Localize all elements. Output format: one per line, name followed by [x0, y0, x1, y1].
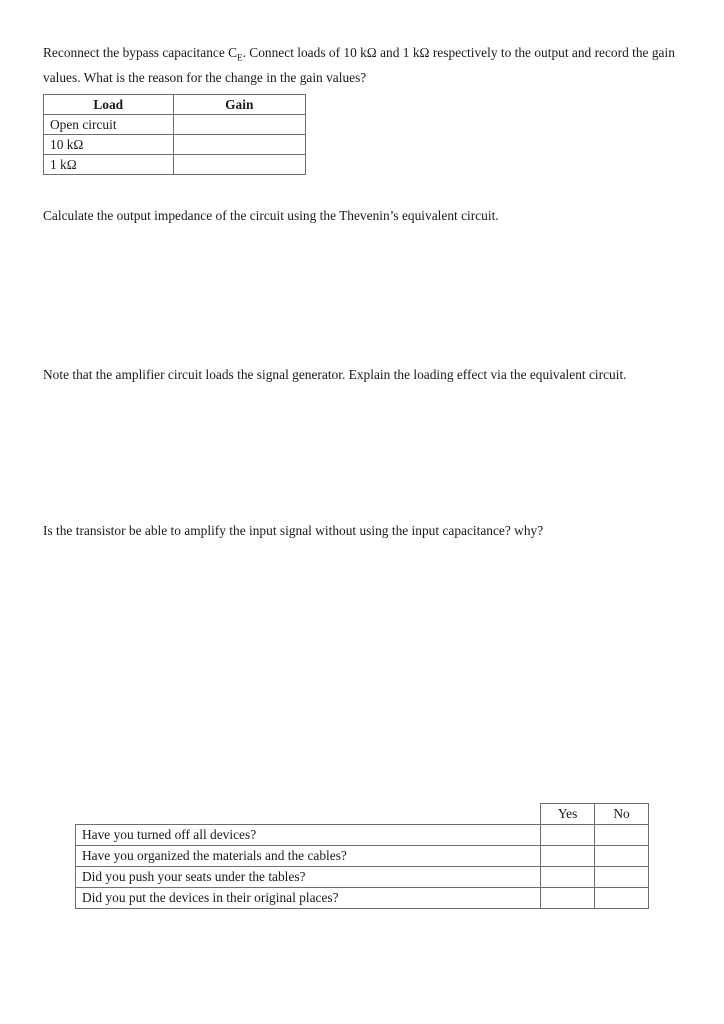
table-row	[44, 155, 306, 175]
load-column-header: Load	[44, 95, 174, 115]
checklist-header-row	[76, 804, 649, 825]
checklist-question: Did you put the devices in their original places?	[76, 888, 541, 909]
input-capacitance-question: Is the transistor be able to amplify the input signal without using the input capacitance? why?	[43, 523, 544, 538]
checklist-row	[76, 846, 649, 867]
table-row	[44, 135, 306, 155]
lab-checklist-table	[75, 803, 649, 909]
checklist-question: Have you organized the materials and the cables?	[76, 846, 541, 867]
checklist-row	[76, 867, 649, 888]
yes-cell	[541, 888, 595, 909]
table-row	[44, 115, 306, 135]
gain-column-header: Gain	[173, 95, 305, 115]
capacitance-subscript: E	[237, 52, 243, 63]
gain-cell	[173, 115, 305, 135]
instruction-text-end: . Connect loads of 10 kΩ and 1 kΩ respectively to the output and record the gain values. What is the reason for the change in the gain values?	[43, 45, 675, 85]
instruction-text-start: Reconnect the bypass capacitance C	[43, 45, 238, 60]
load-cell: 10 kΩ	[44, 135, 174, 155]
output-impedance-question: Calculate the output impedance of the circuit using the Thevenin’s equivalent circuit.	[43, 208, 499, 223]
yes-cell	[541, 825, 595, 846]
checklist-question: Did you push your seats under the tables?	[76, 867, 541, 888]
no-cell	[595, 888, 649, 909]
yes-column-header: Yes	[541, 804, 595, 825]
checklist-row	[76, 888, 649, 909]
checklist-header-blank	[76, 804, 541, 825]
checklist-question: Have you turned off all devices?	[76, 825, 541, 846]
gain-cell	[173, 155, 305, 175]
no-cell	[595, 846, 649, 867]
checklist-row	[76, 825, 649, 846]
bypass-capacitance-instruction	[43, 43, 691, 88]
table-header-row	[44, 95, 306, 115]
loading-effect-question: Note that the amplifier circuit loads the signal generator. Explain the loading effect via the equivalent circuit.	[43, 367, 627, 382]
load-gain-table	[43, 94, 306, 175]
load-cell: Open circuit	[44, 115, 174, 135]
load-cell: 1 kΩ	[44, 155, 174, 175]
no-cell	[595, 867, 649, 888]
gain-cell	[173, 135, 305, 155]
yes-cell	[541, 867, 595, 888]
yes-cell	[541, 846, 595, 867]
no-cell	[595, 825, 649, 846]
no-column-header: No	[595, 804, 649, 825]
